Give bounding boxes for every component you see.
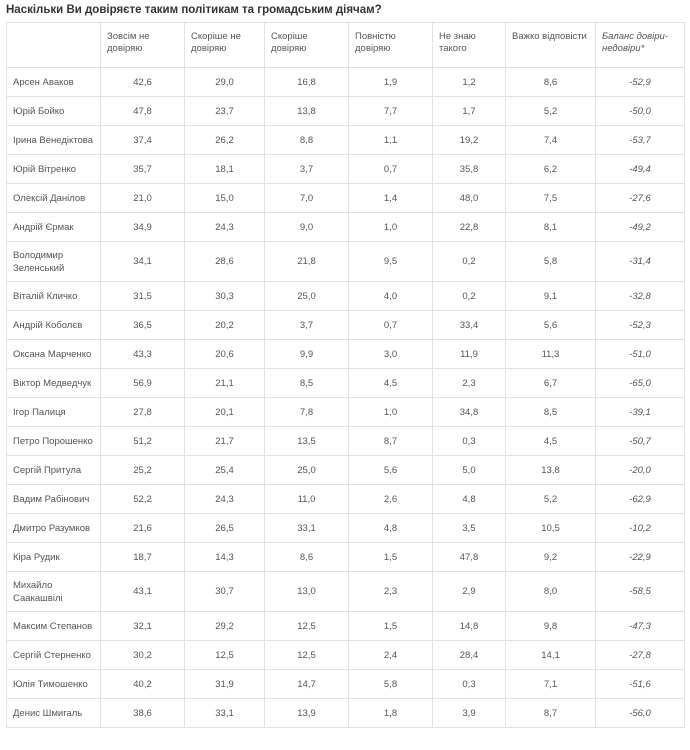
value-cell: 5,2 [506, 485, 596, 514]
value-cell: 20,6 [185, 340, 265, 369]
value-cell: 28,6 [185, 242, 265, 282]
balance-cell: -58,5 [596, 572, 685, 612]
value-cell: 24,3 [185, 485, 265, 514]
table-row [7, 612, 685, 641]
value-cell: 47,8 [101, 97, 185, 126]
value-cell: 38,6 [101, 699, 185, 728]
value-cell: 2,3 [433, 369, 506, 398]
value-cell: 35,7 [101, 155, 185, 184]
value-cell: 5,0 [433, 456, 506, 485]
value-cell: 13,8 [265, 97, 349, 126]
page-title: Наскільки Ви довіряєте таким політикам та громадським діячам? [6, 4, 382, 16]
person-name: Андрій Коболєв [7, 311, 101, 340]
value-cell: 0,2 [433, 242, 506, 282]
value-cell: 15,0 [185, 184, 265, 213]
value-cell: 51,2 [101, 427, 185, 456]
value-cell: 8,0 [506, 572, 596, 612]
header-full-trust: Повністю довіряю [349, 23, 433, 68]
balance-cell: -27,6 [596, 184, 685, 213]
balance-cell: -31,4 [596, 242, 685, 282]
value-cell: 5,6 [349, 456, 433, 485]
value-cell: 18,1 [185, 155, 265, 184]
table-row [7, 456, 685, 485]
value-cell: 0,3 [433, 670, 506, 699]
value-cell: 14,7 [265, 670, 349, 699]
value-cell: 7,4 [506, 126, 596, 155]
value-cell: 12,5 [265, 612, 349, 641]
balance-cell: -62,9 [596, 485, 685, 514]
value-cell: 20,1 [185, 398, 265, 427]
value-cell: 8,5 [265, 369, 349, 398]
table-row [7, 68, 685, 97]
value-cell: 2,4 [349, 641, 433, 670]
balance-cell: -20,0 [596, 456, 685, 485]
value-cell: 30,7 [185, 572, 265, 612]
balance-cell: -27,8 [596, 641, 685, 670]
value-cell: 7,1 [506, 670, 596, 699]
value-cell: 0,7 [349, 311, 433, 340]
value-cell: 40,2 [101, 670, 185, 699]
value-cell: 3,5 [433, 514, 506, 543]
value-cell: 8,5 [506, 398, 596, 427]
value-cell: 10,5 [506, 514, 596, 543]
value-cell: 1,2 [433, 68, 506, 97]
value-cell: 8,6 [265, 543, 349, 572]
value-cell: 4,0 [349, 282, 433, 311]
value-cell: 0,7 [349, 155, 433, 184]
header-row [7, 23, 685, 68]
table-row [7, 514, 685, 543]
value-cell: 43,3 [101, 340, 185, 369]
value-cell: 8,7 [349, 427, 433, 456]
value-cell: 23,7 [185, 97, 265, 126]
value-cell: 8,8 [265, 126, 349, 155]
table-row [7, 311, 685, 340]
table-row [7, 126, 685, 155]
value-cell: 1,9 [349, 68, 433, 97]
trust-table [6, 22, 685, 728]
balance-cell: -52,9 [596, 68, 685, 97]
table-row [7, 427, 685, 456]
value-cell: 47,8 [433, 543, 506, 572]
value-cell: 11,3 [506, 340, 596, 369]
value-cell: 29,2 [185, 612, 265, 641]
person-name: Сергій Стерненко [7, 641, 101, 670]
value-cell: 26,2 [185, 126, 265, 155]
person-name: Ірина Венедіктова [7, 126, 101, 155]
value-cell: 48,0 [433, 184, 506, 213]
balance-cell: -65,0 [596, 369, 685, 398]
value-cell: 7,5 [506, 184, 596, 213]
person-name: Денис Шмигаль [7, 699, 101, 728]
value-cell: 26,5 [185, 514, 265, 543]
value-cell: 42,6 [101, 68, 185, 97]
value-cell: 1,8 [349, 699, 433, 728]
value-cell: 6,2 [506, 155, 596, 184]
table-row [7, 369, 685, 398]
value-cell: 32,1 [101, 612, 185, 641]
value-cell: 13,8 [506, 456, 596, 485]
value-cell: 36,5 [101, 311, 185, 340]
person-name: Вадим Рабінович [7, 485, 101, 514]
value-cell: 25,2 [101, 456, 185, 485]
value-cell: 14,3 [185, 543, 265, 572]
value-cell: 1,0 [349, 398, 433, 427]
value-cell: 34,1 [101, 242, 185, 282]
balance-cell: -56,0 [596, 699, 685, 728]
balance-cell: -53,7 [596, 126, 685, 155]
table-row [7, 670, 685, 699]
value-cell: 18,7 [101, 543, 185, 572]
value-cell: 12,5 [265, 641, 349, 670]
value-cell: 21,7 [185, 427, 265, 456]
value-cell: 7,0 [265, 184, 349, 213]
balance-cell: -32,8 [596, 282, 685, 311]
value-cell: 6,7 [506, 369, 596, 398]
balance-cell: -52,3 [596, 311, 685, 340]
value-cell: 3,0 [349, 340, 433, 369]
value-cell: 21,1 [185, 369, 265, 398]
value-cell: 21,8 [265, 242, 349, 282]
balance-cell: -51,6 [596, 670, 685, 699]
value-cell: 33,1 [265, 514, 349, 543]
value-cell: 9,9 [265, 340, 349, 369]
value-cell: 9,2 [506, 543, 596, 572]
table-row [7, 485, 685, 514]
balance-cell: -50,0 [596, 97, 685, 126]
header-unknown: Не знаю такого [433, 23, 506, 68]
value-cell: 14,8 [433, 612, 506, 641]
table-row [7, 242, 685, 282]
value-cell: 1,1 [349, 126, 433, 155]
person-name: Юрій Вітренко [7, 155, 101, 184]
value-cell: 2,9 [433, 572, 506, 612]
value-cell: 21,0 [101, 184, 185, 213]
balance-cell: -39,1 [596, 398, 685, 427]
value-cell: 22,8 [433, 213, 506, 242]
value-cell: 29,0 [185, 68, 265, 97]
value-cell: 11,9 [433, 340, 506, 369]
value-cell: 31,9 [185, 670, 265, 699]
value-cell: 25,4 [185, 456, 265, 485]
person-name: Віталій Кличко [7, 282, 101, 311]
header-rather-no-trust: Скоріше не довіряю [185, 23, 265, 68]
balance-cell: -49,2 [596, 213, 685, 242]
table-row [7, 699, 685, 728]
value-cell: 33,1 [185, 699, 265, 728]
value-cell: 3,7 [265, 155, 349, 184]
person-name: Віктор Медведчук [7, 369, 101, 398]
value-cell: 31,5 [101, 282, 185, 311]
header-name [7, 23, 101, 68]
person-name: Ігор Палиця [7, 398, 101, 427]
value-cell: 9,1 [506, 282, 596, 311]
table-row [7, 572, 685, 612]
person-name: Володимир Зеленський [7, 242, 101, 282]
value-cell: 0,3 [433, 427, 506, 456]
value-cell: 3,9 [433, 699, 506, 728]
value-cell: 19,2 [433, 126, 506, 155]
value-cell: 2,3 [349, 572, 433, 612]
value-cell: 20,2 [185, 311, 265, 340]
balance-cell: -47,3 [596, 612, 685, 641]
table-row [7, 398, 685, 427]
person-name: Оксана Марченко [7, 340, 101, 369]
person-name: Кіра Рудик [7, 543, 101, 572]
value-cell: 12,5 [185, 641, 265, 670]
value-cell: 9,5 [349, 242, 433, 282]
table-row [7, 97, 685, 126]
value-cell: 16,8 [265, 68, 349, 97]
value-cell: 5,6 [506, 311, 596, 340]
value-cell: 4,5 [349, 369, 433, 398]
value-cell: 3,7 [265, 311, 349, 340]
value-cell: 21,6 [101, 514, 185, 543]
value-cell: 27,8 [101, 398, 185, 427]
header-no-trust: Зовсім не довіряю [101, 23, 185, 68]
person-name: Юлія Тимошенко [7, 670, 101, 699]
value-cell: 0,2 [433, 282, 506, 311]
value-cell: 5,8 [506, 242, 596, 282]
value-cell: 13,9 [265, 699, 349, 728]
value-cell: 8,7 [506, 699, 596, 728]
person-name: Сергій Притула [7, 456, 101, 485]
balance-cell: -51,0 [596, 340, 685, 369]
table-row [7, 213, 685, 242]
value-cell: 30,3 [185, 282, 265, 311]
table-row [7, 543, 685, 572]
value-cell: 34,8 [433, 398, 506, 427]
value-cell: 9,8 [506, 612, 596, 641]
table-row [7, 340, 685, 369]
person-name: Юрій Бойко [7, 97, 101, 126]
value-cell: 4,5 [506, 427, 596, 456]
balance-cell: -49,4 [596, 155, 685, 184]
value-cell: 24,3 [185, 213, 265, 242]
value-cell: 11,0 [265, 485, 349, 514]
person-name: Андрій Єрмак [7, 213, 101, 242]
table-row [7, 641, 685, 670]
person-name: Арсен Аваков [7, 68, 101, 97]
value-cell: 7,8 [265, 398, 349, 427]
value-cell: 33,4 [433, 311, 506, 340]
person-name: Максим Степанов [7, 612, 101, 641]
header-hard-to-answer: Важко відповісти [506, 23, 596, 68]
value-cell: 8,6 [506, 68, 596, 97]
value-cell: 52,2 [101, 485, 185, 514]
value-cell: 25,0 [265, 456, 349, 485]
value-cell: 35,8 [433, 155, 506, 184]
balance-cell: -50,7 [596, 427, 685, 456]
value-cell: 1,4 [349, 184, 433, 213]
value-cell: 28,4 [433, 641, 506, 670]
value-cell: 56,9 [101, 369, 185, 398]
value-cell: 1,5 [349, 612, 433, 641]
value-cell: 5,2 [506, 97, 596, 126]
value-cell: 9,0 [265, 213, 349, 242]
table-row [7, 155, 685, 184]
value-cell: 4,8 [349, 514, 433, 543]
value-cell: 13,0 [265, 572, 349, 612]
value-cell: 1,0 [349, 213, 433, 242]
header-balance: Баланс довіри-недовіри* [596, 23, 685, 68]
value-cell: 43,1 [101, 572, 185, 612]
person-name: Олексій Данілов [7, 184, 101, 213]
value-cell: 1,5 [349, 543, 433, 572]
value-cell: 37,4 [101, 126, 185, 155]
balance-cell: -10,2 [596, 514, 685, 543]
table-row [7, 282, 685, 311]
value-cell: 4,8 [433, 485, 506, 514]
value-cell: 7,7 [349, 97, 433, 126]
value-cell: 14,1 [506, 641, 596, 670]
person-name: Михайло Саакашвілі [7, 572, 101, 612]
balance-cell: -22,9 [596, 543, 685, 572]
value-cell: 8,1 [506, 213, 596, 242]
value-cell: 25,0 [265, 282, 349, 311]
value-cell: 30,2 [101, 641, 185, 670]
value-cell: 1,7 [433, 97, 506, 126]
header-rather-trust: Скоріше довіряю [265, 23, 349, 68]
value-cell: 5,8 [349, 670, 433, 699]
value-cell: 13,5 [265, 427, 349, 456]
person-name: Петро Порошенко [7, 427, 101, 456]
value-cell: 34,9 [101, 213, 185, 242]
person-name: Дмитро Разумков [7, 514, 101, 543]
value-cell: 2,6 [349, 485, 433, 514]
table-row [7, 184, 685, 213]
